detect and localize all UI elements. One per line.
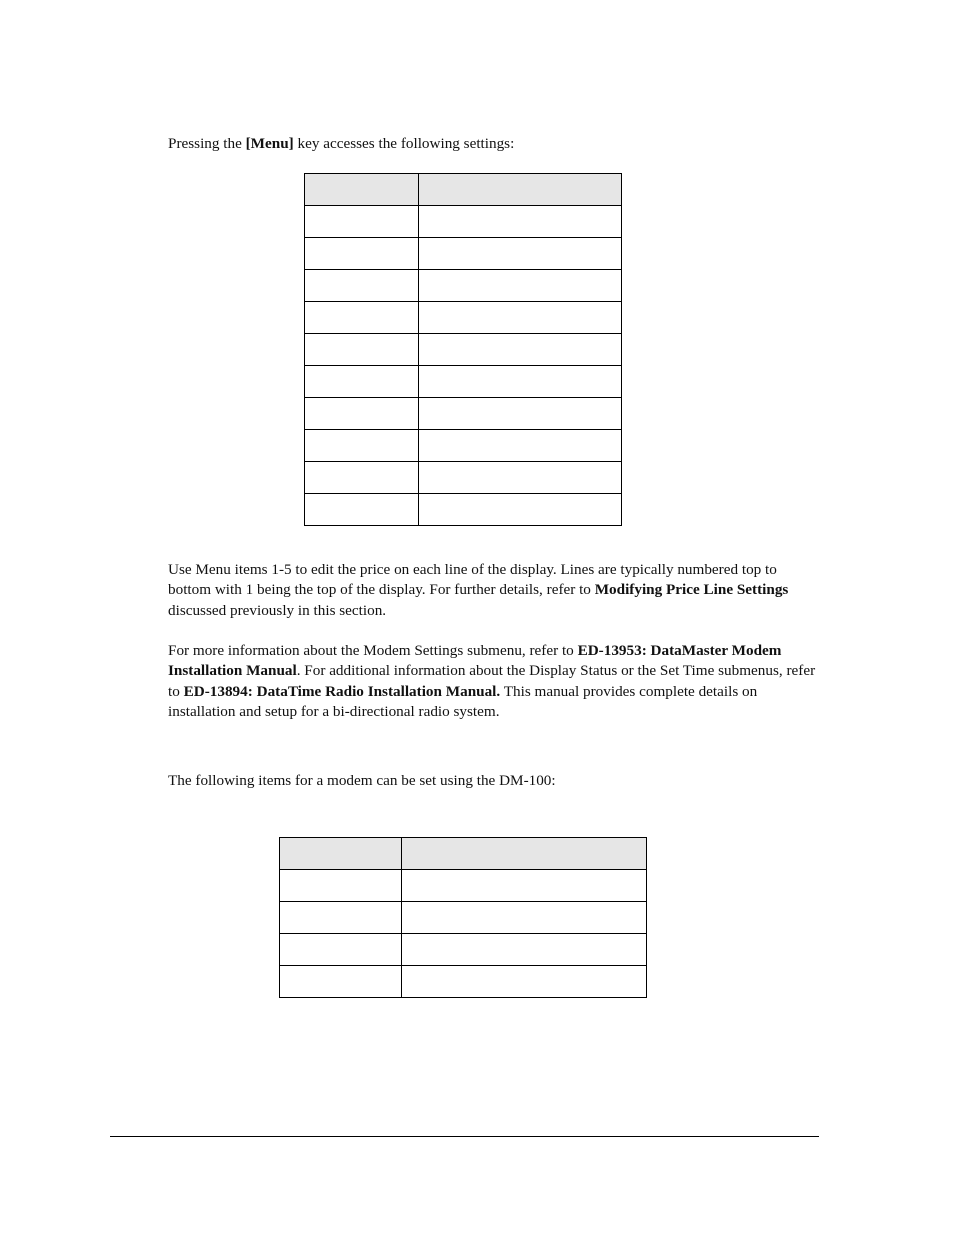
intro-paragraph: Pressing the [Menu] key accesses the following settings: xyxy=(168,135,515,152)
table-row xyxy=(280,870,647,902)
price-lines-paragraph: Use Menu items 1-5 to edit the price on each line of the display. Lines are typically numbered top to bottom with 1 being the top of the display. For further details, refer to Modifying Price Line Settings discussed previously in this section. xyxy=(168,561,789,619)
table-header-row xyxy=(305,174,622,206)
table-row xyxy=(305,462,622,494)
menu-key-label: [Menu] xyxy=(245,135,294,152)
table-row xyxy=(305,302,622,334)
table-row xyxy=(305,238,622,270)
table-row xyxy=(305,366,622,398)
datatime-manual-ref: ED-13894: DataTime Radio Installation Manual. xyxy=(183,682,501,700)
table-row xyxy=(305,430,622,462)
table-row xyxy=(305,334,622,366)
menu-settings-table xyxy=(304,173,622,526)
modem-settings-table xyxy=(279,837,647,998)
table-row xyxy=(280,966,647,998)
table-row xyxy=(280,934,647,966)
table-row xyxy=(305,398,622,430)
table-row xyxy=(280,902,647,934)
table-row xyxy=(305,206,622,238)
table-row xyxy=(305,270,622,302)
modem-items-intro: The following items for a modem can be set using the DM-100: xyxy=(168,772,556,789)
datamaster-manual-ref: ED-13953: DataMaster Modem Installation Manual xyxy=(168,642,782,680)
footer-rule xyxy=(110,1136,819,1137)
price-line-settings-ref: Modifying Price Line Settings xyxy=(594,581,789,599)
table-header-row xyxy=(280,838,647,870)
table-row xyxy=(305,494,622,526)
modem-info-paragraph: For more information about the Modem Settings submenu, refer to ED-13953: DataMaster Modem Installation Manual. For additional information about the Display Status or the Set Time submenus, refer to ED-13894: DataTime Radio Installation Manual. This manual provides complete details on installation and setup for a bi-directional radio system. xyxy=(168,642,816,720)
